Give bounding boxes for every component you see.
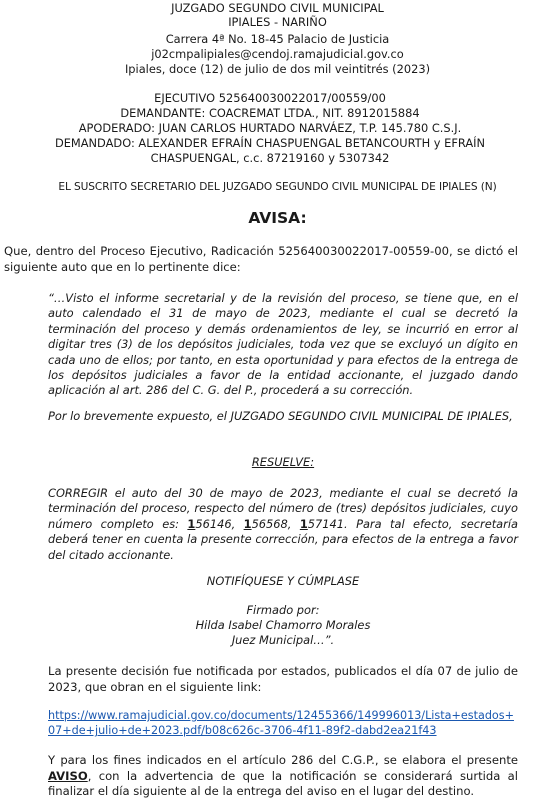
court-address: Carrera 4ª No. 18-45 Palacio de Justicia xyxy=(165,32,390,46)
final-text-pre: Y para los fines indicados en el artículo 286 del C.G.P., se elabora el presente xyxy=(48,753,518,767)
resuelve-heading xyxy=(48,455,518,470)
final-paragraph xyxy=(48,753,518,800)
corregir-paragraph xyxy=(48,486,518,563)
signer-role: Juez Municipal…”. xyxy=(231,633,335,647)
notified-paragraph: La presente decisión fue notificada por estados, publicados el día 07 de julio de 2023, que obran en el siguiente link: xyxy=(48,664,518,694)
deposit-1-first-digit: 1 xyxy=(187,516,196,531)
court-email: j02cmpalipiales@cendoj.ramajudicial.gov.co xyxy=(151,47,404,61)
signer-name: Hilda Isabel Chamorro Morales xyxy=(195,618,371,632)
secretary-line: EL SUSCRITO SECRETARIO DEL JUZGADO SEGUNDO CIVIL MUNICIPAL DE IPIALES (N) xyxy=(58,181,497,193)
avisa-heading: AVISA: xyxy=(248,209,307,227)
resuelve-label: RESUELVE: xyxy=(251,455,315,469)
case-demandado-line2: CHASPUENGAL, c.c. 87219160 y 5307342 xyxy=(150,151,390,165)
deposit-2-first-digit: 1 xyxy=(243,516,252,531)
quote-paragraph-1: “…Visto el informe secretarial y de la revisión del proceso, se tiene que, en el auto calendado el 31 de mayo de 2023, mediante el cual se decretó la terminación del proceso y demás ordenamientos de ley, se incurrió en error al digitar tres (3) de los depósitos judiciales, toda vez que se excluyó un dígito en cada uno de ellos; por tanto, en esta oportunidad y para efectos de la entrega de los depósitos judiciales a favor de la entidad accionante, el juzgado dando aplicación al art. 286 del C. G. del P., procederá a su corrección. xyxy=(48,291,518,398)
notifiquese-line: NOTIFÍQUESE Y CÚMPLASE xyxy=(206,574,360,588)
court-city: IPIALES - NARIÑO xyxy=(228,15,327,29)
final-text-post: , con la advertencia de que la notificación se considerará surtida al finalizar el día siguiente al de la entrega del aviso en el lugar del destino. xyxy=(48,768,518,799)
intro-paragraph: Que, dentro del Proceso Ejecutivo, Radicación 525640030022017-00559-00, se dictó el siguiente auto que en lo pertinente dice: xyxy=(4,244,518,274)
corregir-text-pre: CORREGIR el auto del 30 de mayo de 2023, mediante el cual se decretó la terminación del proceso, respecto del número de (tres) depósitos judiciales, cuyo número completo es: xyxy=(48,486,518,531)
document-date: Ipiales, doce (12) de julio de dos mil veintitrés (2023) xyxy=(124,62,431,76)
deposit-2-rest: 56568, xyxy=(251,516,300,531)
deposit-3-rest: 57141 xyxy=(307,516,345,531)
deposit-1-rest: 56146, xyxy=(195,516,244,531)
corregir-text-post: . Para tal efecto, secretaría deberá tener en cuenta la presente corrección, para efectos de la entrega a favor del citado accionante. xyxy=(48,516,518,562)
deposit-3-first-digit: 1 xyxy=(299,516,308,531)
link-container xyxy=(48,708,518,739)
court-name: JUZGADO SEGUNDO CIVIL MUNICIPAL xyxy=(171,1,384,15)
aviso-word: AVISO xyxy=(48,768,88,783)
estados-link[interactable]: https://www.ramajudicial.gov.co/documents/12455366/149996013/Lista+estados+07+de+julio+de+2023.pdf/b08c626c-3706-4f11-89f2-dabd2ea21f43 xyxy=(48,709,514,738)
quote-paragraph-2: Por lo brevemente expuesto, el JUZGADO SEGUNDO CIVIL MUNICIPAL DE IPIALES, xyxy=(48,409,513,423)
case-ejecutivo: EJECUTIVO 525640030022017/00559/00 xyxy=(154,91,386,105)
case-demandante: DEMANDANTE: COACREMAT LTDA., NIT. 8912015884 xyxy=(120,106,420,120)
firmado-label: Firmado por: xyxy=(246,603,320,617)
case-demandado-line1: DEMANDADO: ALEXANDER EFRAÍN CHASPUENGAL BETANCOURTH y EFRAÍN xyxy=(54,136,486,150)
case-apoderado: APODERADO: JUAN CARLOS HURTADO NARVÁEZ, T.P. 145.780 C.S.J. xyxy=(78,121,462,135)
